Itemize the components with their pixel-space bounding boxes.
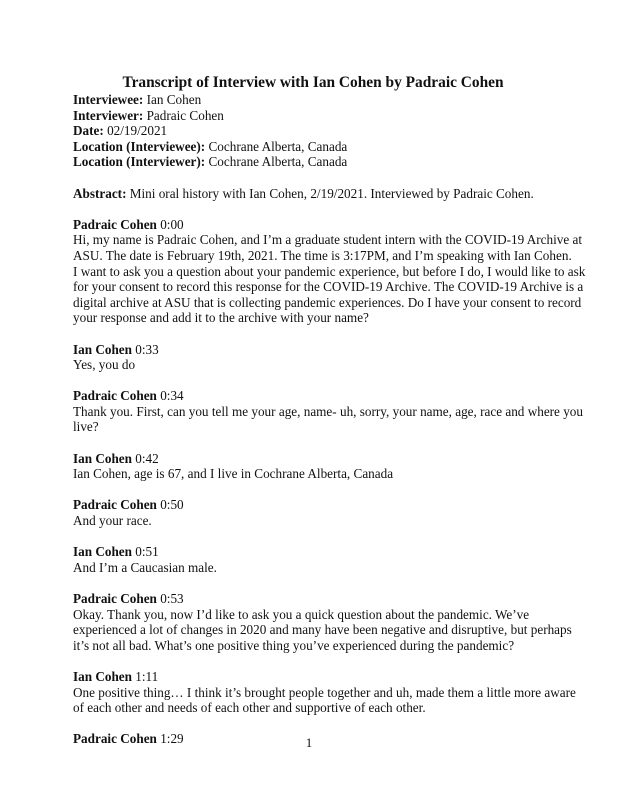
meta-value: Cochrane Alberta, Canada [205,154,348,170]
utterance-line: your response and add it to the archive with your name? [73,310,369,326]
timestamp: 0:53 [156,591,184,606]
utterance-line: I want to ask you a question about your pandemic experience, but before I do, I would like to ask [73,263,586,279]
abstract-text: Mini oral history with Ian Cohen, 2/19/2021. Interviewed by Padraic Cohen. [126,185,534,201]
speaker-name: Ian Cohen [73,450,132,466]
meta-label: Location (Interviewer): [73,154,206,170]
timestamp: 0:00 [156,216,184,232]
page-number: 1 [305,735,313,750]
meta-value: Ian Cohen [143,92,202,107]
meta-location-interviewee [73,139,553,155]
timestamp: 0:42 [132,450,159,466]
meta-label: Date: [73,123,104,139]
transcript-turn [73,216,586,326]
timestamp: 1:11 [132,668,159,684]
speaker-line [73,388,553,404]
utterance-line: Hi, my name is Padraic Cohen, and I’m a graduate student intern with the COVID-19 Archive at [73,232,583,248]
meta-date [73,123,553,139]
speaker-line [73,451,553,467]
transcript-turn [73,591,572,653]
meta-interviewee [73,92,553,108]
timestamp: 1:29 [156,731,184,747]
speaker-line [73,497,553,513]
timestamp: 0:34 [156,388,184,404]
utterance-line: Okay. Thank you, now I’d like to ask you a quick question about the pandemic. We’ve [73,606,530,622]
meta-value: Padraic Cohen [143,107,224,123]
speaker-name: Padraic Cohen [73,216,157,232]
utterance-line: it’s not all bad. What’s one positive thing you’ve experienced during the pandemic? [73,637,515,653]
utterance-line: ASU. The date is February 19th, 2021. The time is 3:17PM, and I’m speaking with Ian Cohen. [73,247,572,263]
speaker-name: Padraic Cohen [73,591,157,606]
utterance-line: experienced a lot of changes in 2020 and many have been negative and disruptive, but perhaps [73,622,572,638]
timestamp: 0:51 [132,544,159,560]
speaker-line [73,544,553,560]
speaker-name: Ian Cohen [73,668,132,684]
meta-value: Cochrane Alberta, Canada [205,138,348,154]
abstract [73,186,553,202]
utterance-line: Yes, you do [73,357,136,373]
speaker-name: Padraic Cohen [73,731,157,747]
transcript-turn [73,451,553,482]
utterance-line: Thank you. First, can you tell me your age, name- uh, sorry, your name, age, race and where you [73,403,583,419]
utterance-line: Ian Cohen, age is 67, and I live in Cochrane Alberta, Canada [73,466,394,482]
transcript-turn [73,388,583,435]
utterance-line: One positive thing… I think it’s brought people together and uh, made them a little more aware [73,684,576,700]
speaker-line [73,591,553,607]
metadata-block [73,92,553,170]
meta-label: Location (Interviewee): [73,138,206,154]
document-title: Transcript of Interview with Ian Cohen by Padraic Cohen [122,74,504,91]
utterance-line: for your consent to record this response for the COVID-19 Archive. The COVID-19 Archive is a [73,279,584,295]
abstract-label: Abstract: [73,185,127,201]
meta-location-interviewer [73,154,553,170]
meta-interviewer [73,108,553,124]
speaker-line [73,217,553,233]
speaker-line [73,669,553,685]
transcript-turn [73,342,553,373]
speaker-name: Padraic Cohen [73,388,157,404]
utterance-line: And your race. [73,513,152,529]
meta-label: Interviewer: [73,107,144,123]
transcript-turn [73,497,553,528]
utterance-line: live? [73,419,99,435]
speaker-name: Ian Cohen [73,544,132,560]
utterance-line: digital archive at ASU that is collecting pandemic experiences. Do I have your consent to record [73,294,582,310]
transcript-turn [73,544,553,575]
timestamp: 0:50 [156,497,184,513]
speaker-name: Padraic Cohen [73,497,157,513]
speaker-line [73,342,553,358]
meta-label: Interviewee: [73,92,144,107]
utterance-line: And I’m a Caucasian male. [73,559,217,575]
document-content [73,74,586,747]
speaker-name: Ian Cohen [73,341,132,357]
timestamp: 0:33 [132,341,159,357]
utterance-line: of each other and needs of each other and supportive of each other. [73,700,426,716]
transcript [73,216,586,747]
transcript-turn [73,668,576,716]
meta-value: 02/19/2021 [103,123,168,139]
